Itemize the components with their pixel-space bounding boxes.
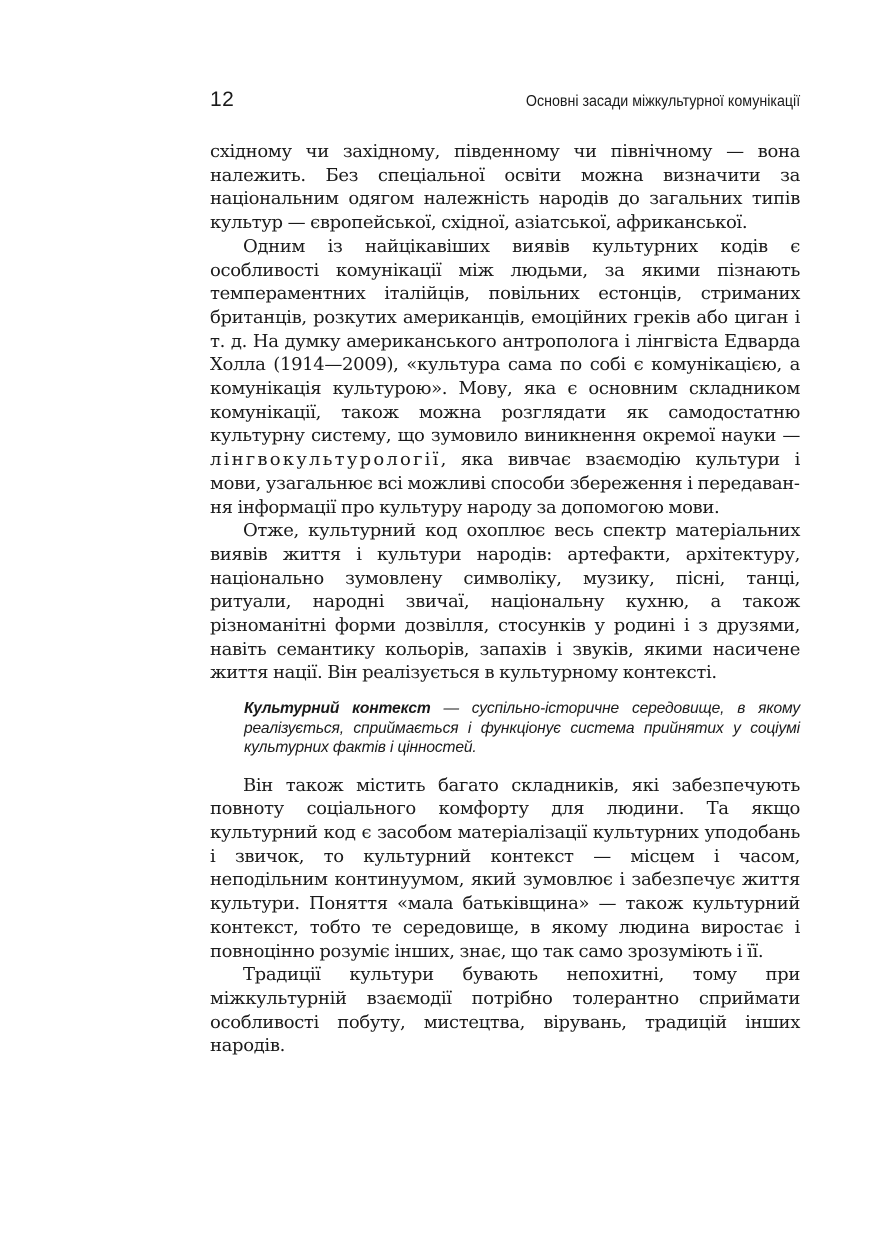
- book-page: [210, 88, 800, 1058]
- page-number: 12: [210, 88, 235, 111]
- body-text: [210, 140, 800, 685]
- definition-box: [244, 699, 800, 758]
- paragraph-5: Традиції культури бувають непохитні, тому при міжкультурній взаємодії потрібно толерантно сприймати особливості побуту, мистецтва, вірувань, традицій інших народів.: [210, 964, 800, 1057]
- paragraph-2: [210, 235, 800, 519]
- running-title: Основні засади міжкультурної комунікації: [525, 93, 800, 110]
- paragraph-1: східному чи західному, південному чи північному — вона належить. Без спеціальної освіти можна визначити за національним одягом належність народів до загальних типів культур — європейської, східної, азіатської, африканської.: [210, 141, 800, 234]
- definition-term: Культурний контекст: [244, 700, 431, 718]
- term-linguoculturology: лінгвокультурології: [210, 449, 441, 471]
- definition-text: — суспільно-історичне середовище, в якому реалізується, сприймається і функціонує система прийнятих у соціумі культурних фактів і цінностей.: [244, 700, 800, 757]
- page-header: [210, 88, 800, 118]
- paragraph-3: Отже, культурний код охоплює весь спектр матеріальних виявів життя і культури народів: артефакти, архітектуру, національно зумовлену символіку, музику, пісні, танці, ритуали, народні звичаї, національну кухню, а також різноманітні форми дозвілля, стосунків у родині і з друзями, навіть семантику кольорів, запахів і звуків, якими насичене життя нації. Він реалізується в культурному контексті.: [210, 520, 800, 684]
- body-text-continued: [210, 774, 800, 1058]
- paragraph-2-part-b: , яка вивчає взаємодію культури і мови, узагальнює всі можливі способи збереження і передавання інформації про культуру народу за допомогою мови.: [210, 449, 800, 518]
- paragraph-4: Він також містить багато складників, які забезпечують повноту соціального комфорту для людини. Та якщо культурний код є засобом матеріалізації культурних уподобань і звичок, то культурний контекст — місцем і часом, неподільним континуумом, який зумовлює і забезпечує життя культури. Поняття «мала батьківщина» — також культурний контекст, тобто те середовище, в якому людина виростає і повноцінно розуміє інших, знає, що так само зрозуміють і її.: [210, 774, 800, 962]
- paragraph-2-part-a: Одним із найцікавіших виявів культурних кодів є особливості комунікації між людьми, за якими пізнають темпераментних італійців, повільних естонців, стриманих британців, розкутих американців, емоційних греків або циган і т. д. На думку американського антрополога і лінгвіста Едварда Холла (1914—2009), «культура сама по собі є комунікацією, а комунікація культурою». Мову, яка є основним складником комунікації, також можна розглядати як самодостатню культурну систему, що зумовило виникнення окремої науки —: [210, 235, 800, 447]
